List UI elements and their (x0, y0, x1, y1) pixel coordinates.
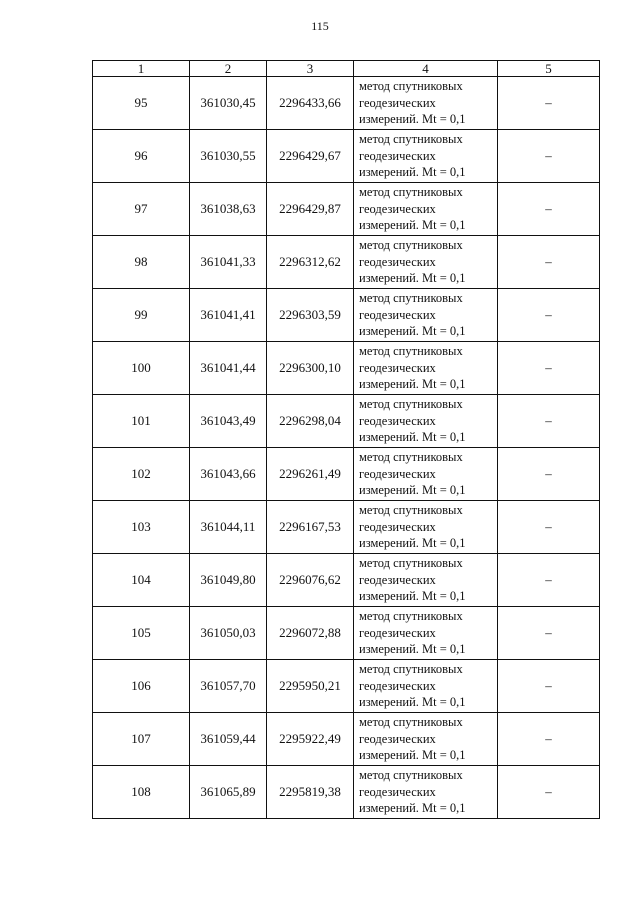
method-line-1: метод спутниковых (359, 556, 463, 571)
table-row (93, 236, 600, 289)
method-line-1: метод спутниковых (359, 238, 463, 253)
coordinate-x-cell: 361041,33 (190, 236, 267, 289)
method-cell (354, 766, 498, 819)
point-number-cell: 107 (93, 713, 190, 766)
method-line-3: измерений. Mt = 0,1 (359, 271, 466, 286)
column-header-3: 3 (267, 61, 354, 77)
coordinate-y-cell: 2295922,49 (267, 713, 354, 766)
method-line-2: геодезических (359, 307, 436, 322)
table-row (93, 77, 600, 130)
coordinate-x-cell: 361057,70 (190, 660, 267, 713)
method-line-1: метод спутниковых (359, 79, 463, 94)
table-row (93, 766, 600, 819)
method-cell (354, 289, 498, 342)
method-line-2: геодезических (359, 466, 436, 481)
method-cell (354, 713, 498, 766)
method-cell (354, 660, 498, 713)
method-cell (354, 554, 498, 607)
coordinate-x-cell: 361041,41 (190, 289, 267, 342)
point-number-cell: 95 (93, 77, 190, 130)
coordinate-x-cell: 361059,44 (190, 713, 267, 766)
table-row (93, 501, 600, 554)
point-number-cell: 106 (93, 660, 190, 713)
coordinate-y-cell: 2296167,53 (267, 501, 354, 554)
method-line-3: измерений. Mt = 0,1 (359, 483, 466, 498)
method-line-2: геодезических (359, 625, 436, 640)
method-cell (354, 448, 498, 501)
column-header-4: 4 (354, 61, 498, 77)
coordinate-x-cell: 361030,45 (190, 77, 267, 130)
method-line-3: измерений. Mt = 0,1 (359, 536, 466, 551)
table-row (93, 342, 600, 395)
table-row (93, 395, 600, 448)
method-line-1: метод спутниковых (359, 450, 463, 465)
point-number-cell: 101 (93, 395, 190, 448)
coordinate-y-cell: 2296429,67 (267, 130, 354, 183)
table-row (93, 554, 600, 607)
table-row (93, 713, 600, 766)
method-line-1: метод спутниковых (359, 291, 463, 306)
point-number-cell: 96 (93, 130, 190, 183)
coordinate-y-cell: 2296312,62 (267, 236, 354, 289)
method-line-3: измерений. Mt = 0,1 (359, 589, 466, 604)
note-cell: – (498, 183, 600, 236)
coordinate-x-cell: 361050,03 (190, 607, 267, 660)
coordinate-x-cell: 361038,63 (190, 183, 267, 236)
note-cell: – (498, 395, 600, 448)
method-line-3: измерений. Mt = 0,1 (359, 642, 466, 657)
table-row (93, 289, 600, 342)
note-cell: – (498, 660, 600, 713)
coordinate-y-cell: 2296072,88 (267, 607, 354, 660)
point-number-cell: 98 (93, 236, 190, 289)
table-row (93, 660, 600, 713)
coordinate-y-cell: 2296261,49 (267, 448, 354, 501)
method-line-1: метод спутниковых (359, 185, 463, 200)
method-line-2: геодезических (359, 95, 436, 110)
method-cell (354, 607, 498, 660)
note-cell: – (498, 554, 600, 607)
page-number: 115 (311, 19, 329, 33)
coordinates-table (92, 60, 600, 819)
note-cell: – (498, 766, 600, 819)
note-cell: – (498, 342, 600, 395)
point-number-cell: 99 (93, 289, 190, 342)
method-cell (354, 130, 498, 183)
note-cell: – (498, 448, 600, 501)
table-body (93, 77, 600, 819)
method-line-2: геодезических (359, 413, 436, 428)
method-line-2: геодезических (359, 360, 436, 375)
method-line-2: геодезических (359, 148, 436, 163)
point-number-cell: 108 (93, 766, 190, 819)
method-line-1: метод спутниковых (359, 397, 463, 412)
note-cell: – (498, 130, 600, 183)
note-cell: – (498, 607, 600, 660)
method-line-3: измерений. Mt = 0,1 (359, 112, 466, 127)
coordinate-x-cell: 361043,66 (190, 448, 267, 501)
coordinate-x-cell: 361041,44 (190, 342, 267, 395)
method-line-2: геодезических (359, 254, 436, 269)
method-line-1: метод спутниковых (359, 609, 463, 624)
method-line-1: метод спутниковых (359, 503, 463, 518)
coordinate-y-cell: 2296300,10 (267, 342, 354, 395)
note-cell: – (498, 289, 600, 342)
table-row (93, 448, 600, 501)
coordinate-x-cell: 361049,80 (190, 554, 267, 607)
table-header-row (93, 61, 600, 77)
point-number-cell: 104 (93, 554, 190, 607)
coordinate-y-cell: 2295950,21 (267, 660, 354, 713)
method-cell (354, 236, 498, 289)
method-line-3: измерений. Mt = 0,1 (359, 430, 466, 445)
method-line-3: измерений. Mt = 0,1 (359, 324, 466, 339)
note-cell: – (498, 713, 600, 766)
table-row (93, 183, 600, 236)
method-cell (354, 395, 498, 448)
method-line-3: измерений. Mt = 0,1 (359, 748, 466, 763)
method-line-1: метод спутниковых (359, 768, 463, 783)
note-cell: – (498, 501, 600, 554)
method-line-3: измерений. Mt = 0,1 (359, 801, 466, 816)
method-line-1: метод спутниковых (359, 715, 463, 730)
coordinate-x-cell: 361030,55 (190, 130, 267, 183)
table-row (93, 607, 600, 660)
method-line-1: метод спутниковых (359, 132, 463, 147)
point-number-cell: 100 (93, 342, 190, 395)
method-cell (354, 501, 498, 554)
coordinate-y-cell: 2296433,66 (267, 77, 354, 130)
coordinate-y-cell: 2295819,38 (267, 766, 354, 819)
point-number-cell: 103 (93, 501, 190, 554)
method-line-2: геодезических (359, 731, 436, 746)
coordinate-y-cell: 2296303,59 (267, 289, 354, 342)
column-header-1: 1 (93, 61, 190, 77)
method-line-2: геодезических (359, 784, 436, 799)
coordinate-x-cell: 361043,49 (190, 395, 267, 448)
method-line-2: геодезических (359, 519, 436, 534)
point-number-cell: 105 (93, 607, 190, 660)
method-line-1: метод спутниковых (359, 662, 463, 677)
method-cell (354, 183, 498, 236)
method-line-2: геодезических (359, 678, 436, 693)
column-header-5: 5 (498, 61, 600, 77)
coordinate-x-cell: 361065,89 (190, 766, 267, 819)
coordinate-x-cell: 361044,11 (190, 501, 267, 554)
method-line-1: метод спутниковых (359, 344, 463, 359)
method-line-3: измерений. Mt = 0,1 (359, 165, 466, 180)
method-line-3: измерений. Mt = 0,1 (359, 377, 466, 392)
method-line-2: геодезических (359, 201, 436, 216)
note-cell: – (498, 77, 600, 130)
point-number-cell: 97 (93, 183, 190, 236)
table-row (93, 130, 600, 183)
coordinate-y-cell: 2296076,62 (267, 554, 354, 607)
point-number-cell: 102 (93, 448, 190, 501)
method-cell (354, 77, 498, 130)
column-header-2: 2 (190, 61, 267, 77)
method-line-3: измерений. Mt = 0,1 (359, 218, 466, 233)
coordinate-y-cell: 2296429,87 (267, 183, 354, 236)
method-line-2: геодезических (359, 572, 436, 587)
method-cell (354, 342, 498, 395)
note-cell: – (498, 236, 600, 289)
coordinate-y-cell: 2296298,04 (267, 395, 354, 448)
method-line-3: измерений. Mt = 0,1 (359, 695, 466, 710)
